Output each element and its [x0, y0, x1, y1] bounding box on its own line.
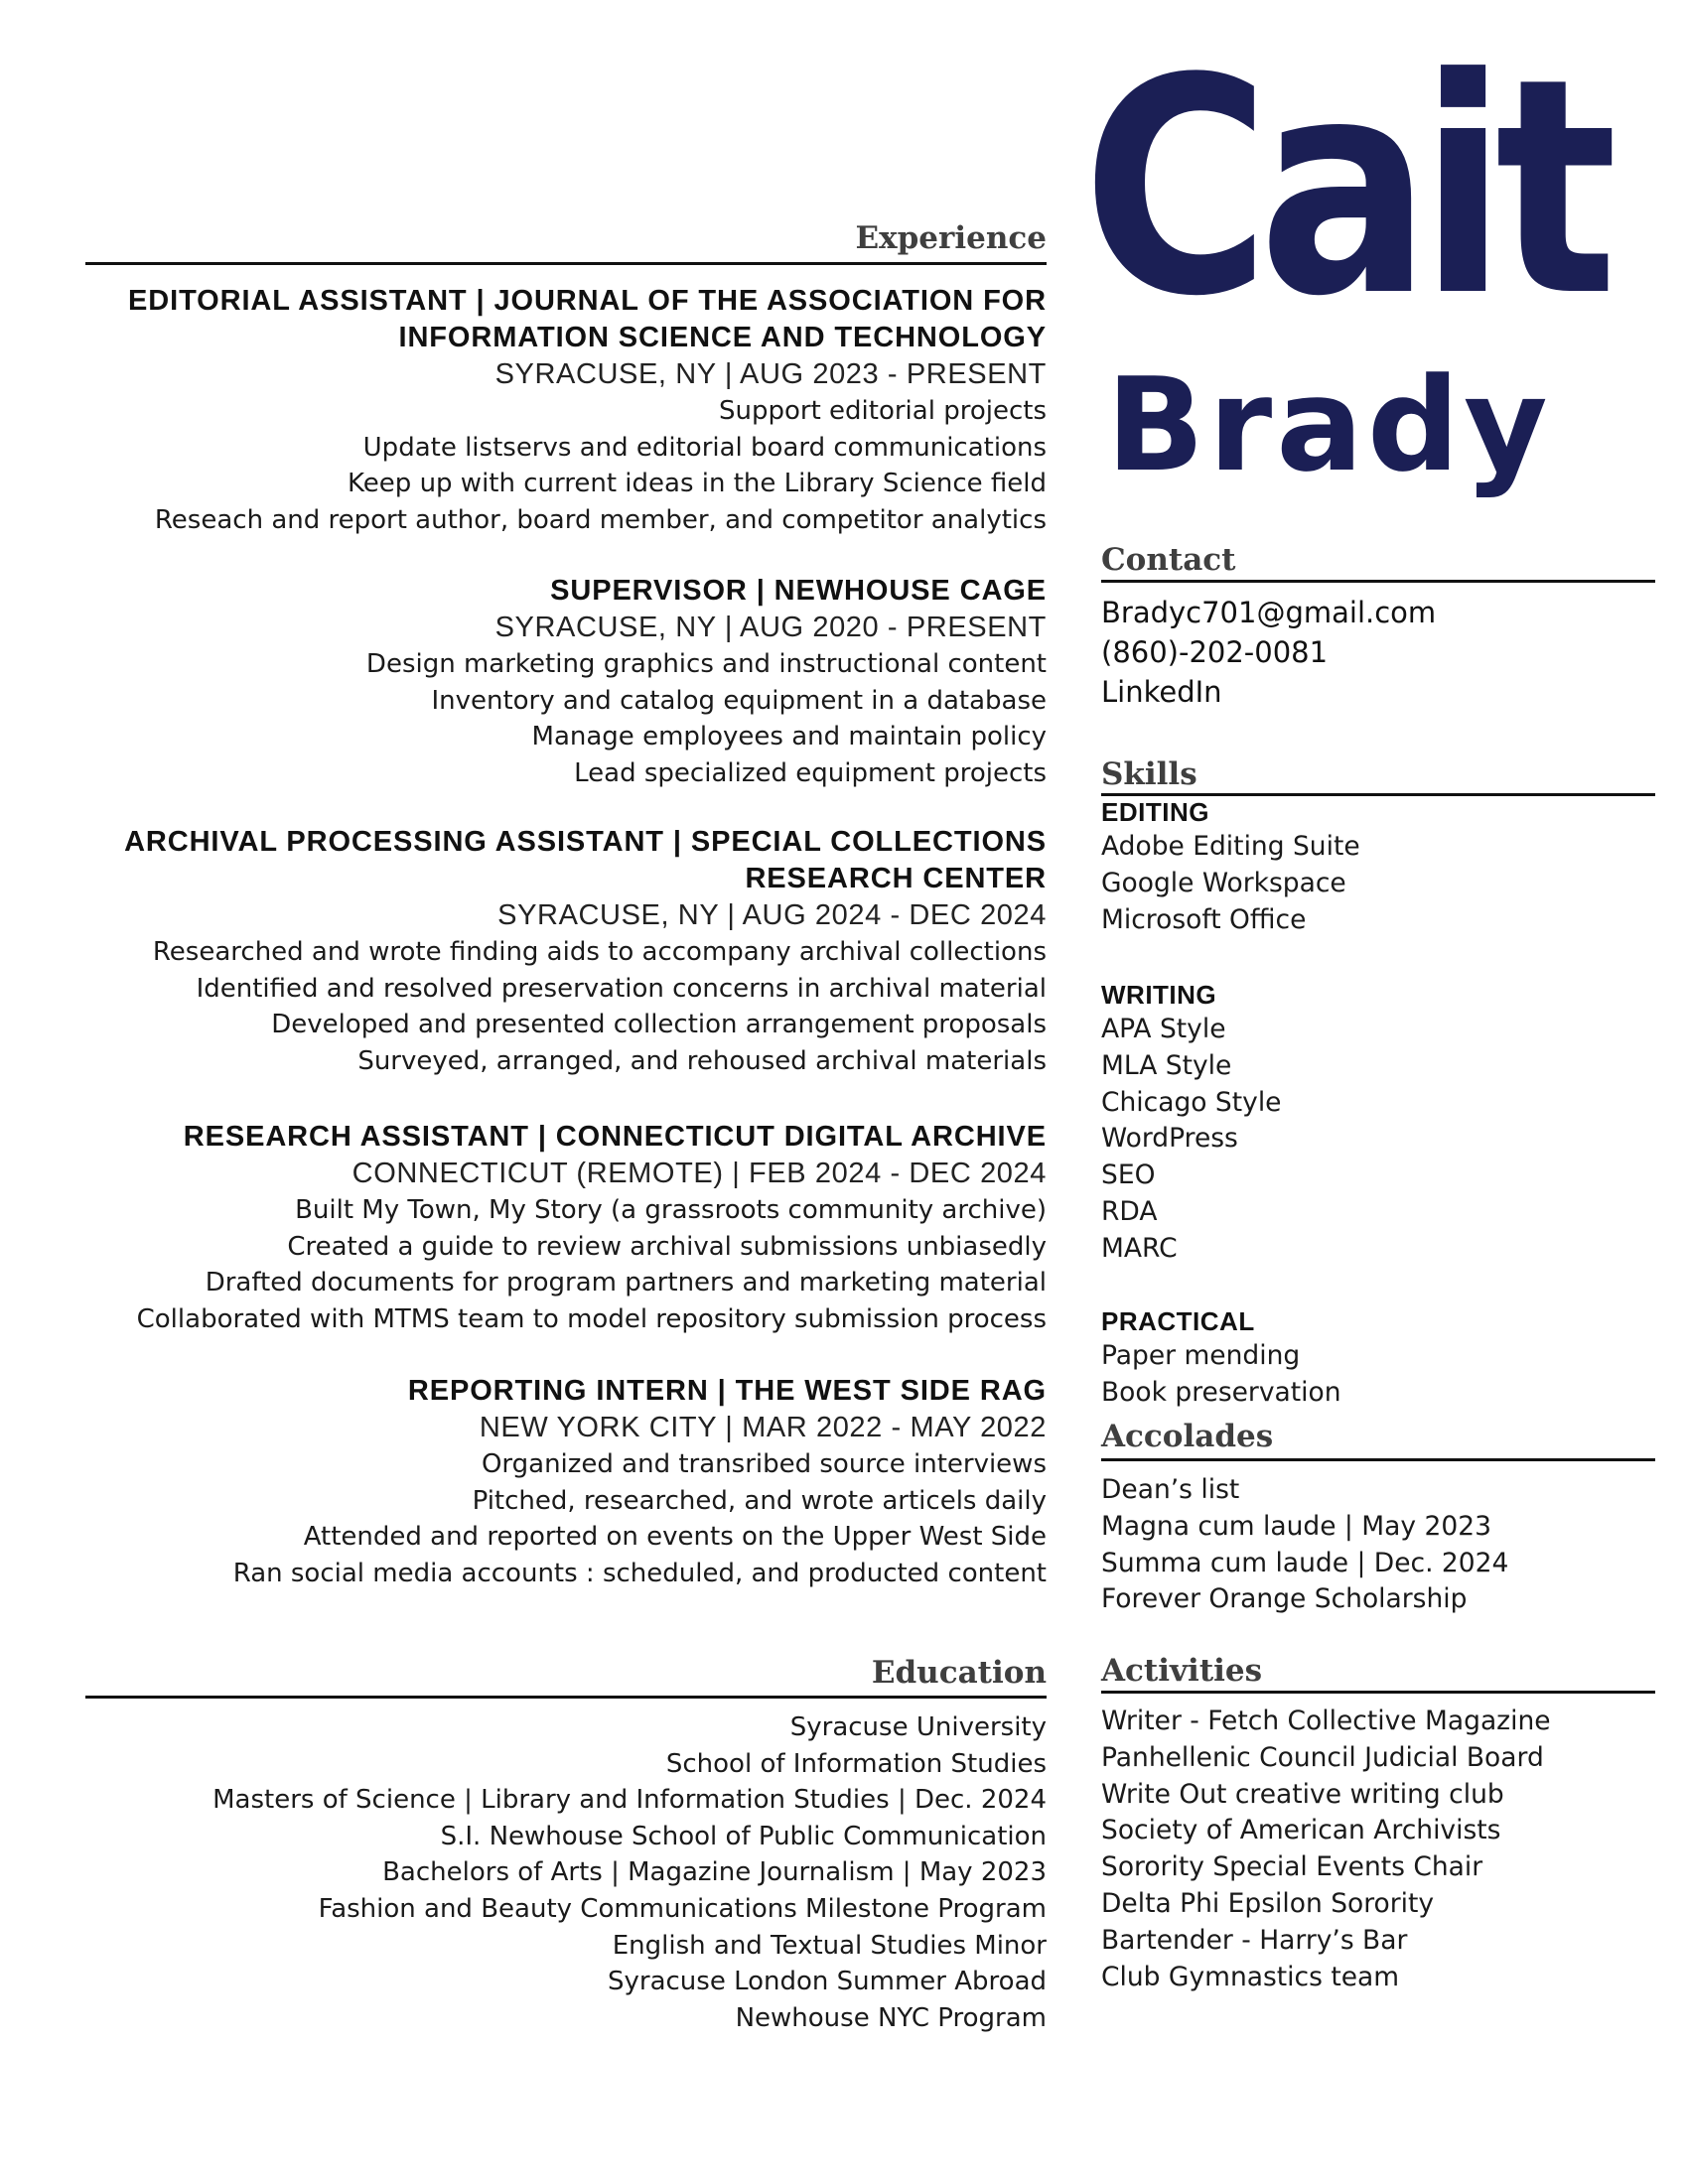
- activity-item: Panhellenic Council Judicial Board: [1101, 1741, 1544, 1773]
- linkedin-link[interactable]: LinkedIn: [1101, 675, 1222, 709]
- education-line: Syracuse University: [789, 1712, 1047, 1742]
- job-entry: [85, 283, 1047, 538]
- activity-item: Sorority Special Events Chair: [1101, 1851, 1483, 1883]
- skill-item: Paper mending: [1101, 1340, 1301, 1371]
- skill-item: MARC: [1101, 1232, 1178, 1264]
- education-line: Fashion and Beauty Communications Milestone Program: [318, 1893, 1047, 1924]
- skill-item: Adobe Editing Suite: [1101, 831, 1360, 862]
- job-title-continued: RESEARCH CENTER: [745, 863, 1047, 894]
- skill-item: MLA Style: [1101, 1049, 1232, 1081]
- skills-category-practical: PRACTICAL: [1101, 1306, 1255, 1336]
- job-title: ARCHIVAL PROCESSING ASSISTANT | SPECIAL COLLECTIONS: [124, 826, 1047, 858]
- skills-list-editing: [1101, 829, 1360, 938]
- experience-rule: [85, 262, 1047, 265]
- job-duty: Created a guide to review archival submissions unbiasedly: [287, 1231, 1047, 1262]
- contact-heading: Contact: [1101, 542, 1236, 578]
- job-entry: [85, 573, 1047, 791]
- accolade-item: Summa cum laude | Dec. 2024: [1101, 1547, 1509, 1578]
- job-title-continued: INFORMATION SCIENCE AND TECHNOLOGY: [398, 322, 1047, 353]
- skill-item: RDA: [1101, 1195, 1158, 1227]
- job-location-dates: SYRACUSE, NY | AUG 2024 - DEC 2024: [497, 899, 1047, 931]
- job-duty: Pitched, researched, and wrote articels daily: [472, 1485, 1047, 1516]
- job-duty: Reseach and report author, board member, and competitor analytics: [154, 504, 1047, 535]
- job-duty: Drafted documents for program partners and marketing material: [205, 1268, 1047, 1298]
- job-location-dates: CONNECTICUT (REMOTE) | FEB 2024 - DEC 2024: [352, 1158, 1047, 1189]
- job-duty: Support editorial projects: [719, 396, 1047, 426]
- accolade-item: Magna cum laude | May 2023: [1101, 1510, 1491, 1542]
- last-name: Brady: [1106, 349, 1552, 500]
- activity-item: Write Out creative writing club: [1101, 1778, 1504, 1810]
- job-duty: Attended and reported on events on the Upper West Side: [303, 1522, 1047, 1553]
- activity-item: Delta Phi Epsilon Sorority: [1101, 1887, 1435, 1919]
- job-duty: Organized and transribed source interviews: [481, 1449, 1047, 1479]
- job-duty: Keep up with current ideas in the Library Science field: [348, 469, 1047, 499]
- job-title: REPORTING INTERN | THE WEST SIDE RAG: [407, 1375, 1047, 1407]
- job-duty: Manage employees and maintain policy: [531, 722, 1047, 752]
- job-location-dates: SYRACUSE, NY | AUG 2023 - PRESENT: [494, 358, 1047, 390]
- skill-item: Chicago Style: [1101, 1086, 1282, 1118]
- activities-heading: Activities: [1101, 1653, 1263, 1689]
- skills-heading: Skills: [1101, 756, 1197, 792]
- skills-list-practical: [1101, 1338, 1341, 1412]
- education-rule: [85, 1696, 1047, 1699]
- job-location-dates: SYRACUSE, NY | AUG 2020 - PRESENT: [494, 612, 1047, 643]
- job-duty: Researched and wrote finding aids to accompany archival collections: [152, 937, 1047, 967]
- job-duty: Design marketing graphics and instructional content: [365, 649, 1047, 679]
- skills-category-writing: WRITING: [1101, 980, 1217, 1010]
- education-heading: Education: [871, 1655, 1047, 1691]
- job-duty: Inventory and catalog equipment in a database: [431, 685, 1047, 716]
- accolade-item: Forever Orange Scholarship: [1101, 1583, 1468, 1615]
- skill-item: APA Style: [1101, 1014, 1226, 1044]
- activity-item: Society of American Archivists: [1101, 1815, 1501, 1846]
- job-title: EDITORIAL ASSISTANT | JOURNAL OF THE ASSOCIATION FOR: [128, 285, 1047, 317]
- education-line: Newhouse NYC Program: [735, 2002, 1047, 2033]
- job-duty: Developed and presented collection arrangement proposals: [271, 1010, 1047, 1040]
- job-duty: Lead specialized equipment projects: [574, 757, 1047, 788]
- email-link[interactable]: Bradyc701@gmail.com: [1101, 596, 1437, 629]
- accolade-item: Dean’s list: [1101, 1474, 1240, 1505]
- activities-rule: [1101, 1691, 1655, 1694]
- skills-list-writing: [1101, 1012, 1282, 1268]
- activity-item: Club Gymnastics team: [1101, 1961, 1400, 1992]
- accolades-list: [1101, 1472, 1508, 1618]
- skill-item: WordPress: [1101, 1123, 1238, 1155]
- name-logo: [1082, 15, 1678, 500]
- activity-item: Writer - Fetch Collective Magazine: [1101, 1706, 1551, 1736]
- skill-item: SEO: [1101, 1160, 1156, 1191]
- job-duty: Built My Town, My Story (a grassroots community archive): [295, 1195, 1047, 1225]
- skill-item: Microsoft Office: [1101, 903, 1307, 935]
- job-location-dates: NEW YORK CITY | MAR 2022 - MAY 2022: [479, 1412, 1047, 1443]
- accolades-heading: Accolades: [1101, 1419, 1274, 1454]
- job-entry: [85, 1373, 1047, 1591]
- job-duty: Surveyed, arranged, and rehoused archival materials: [357, 1045, 1047, 1076]
- education-line: School of Information Studies: [665, 1748, 1047, 1779]
- education-line: Bachelors of Arts | Magazine Journalism | May 2023: [382, 1857, 1047, 1888]
- accolades-rule: [1101, 1458, 1655, 1461]
- skills-category-editing: EDITING: [1101, 797, 1209, 827]
- skill-item: Book preservation: [1101, 1376, 1341, 1408]
- job-entry: [85, 824, 1047, 1079]
- education-list: [85, 1709, 1047, 2036]
- job-title: RESEARCH ASSISTANT | CONNECTICUT DIGITAL ARCHIVE: [183, 1121, 1047, 1153]
- activities-list: [1101, 1704, 1551, 1995]
- job-duty: Update listservs and editorial board communications: [362, 432, 1047, 463]
- contact-rule: [1101, 580, 1655, 583]
- education-line: English and Textual Studies Minor: [612, 1930, 1047, 1961]
- first-name: Cait: [1082, 15, 1607, 361]
- job-duty: Ran social media accounts : scheduled, and producted content: [232, 1558, 1047, 1588]
- job-duty: Collaborated with MTMS team to model repository submission process: [136, 1303, 1047, 1334]
- job-title: SUPERVISOR | NEWHOUSE CAGE: [550, 575, 1047, 607]
- contact-block: [1101, 593, 1436, 712]
- job-duty: Identified and resolved preservation concerns in archival material: [196, 973, 1047, 1004]
- education-line: S.I. Newhouse School of Public Communication: [440, 1821, 1047, 1851]
- job-entry: [85, 1119, 1047, 1337]
- experience-heading: Experience: [855, 220, 1047, 256]
- education-line: Syracuse London Summer Abroad: [608, 1967, 1047, 1997]
- skill-item: Google Workspace: [1101, 867, 1346, 898]
- phone-number: (860)-202-0081: [1101, 635, 1329, 669]
- activity-item: Bartender - Harry’s Bar: [1101, 1924, 1408, 1956]
- education-line: Masters of Science | Library and Information Studies | Dec. 2024: [212, 1785, 1047, 1816]
